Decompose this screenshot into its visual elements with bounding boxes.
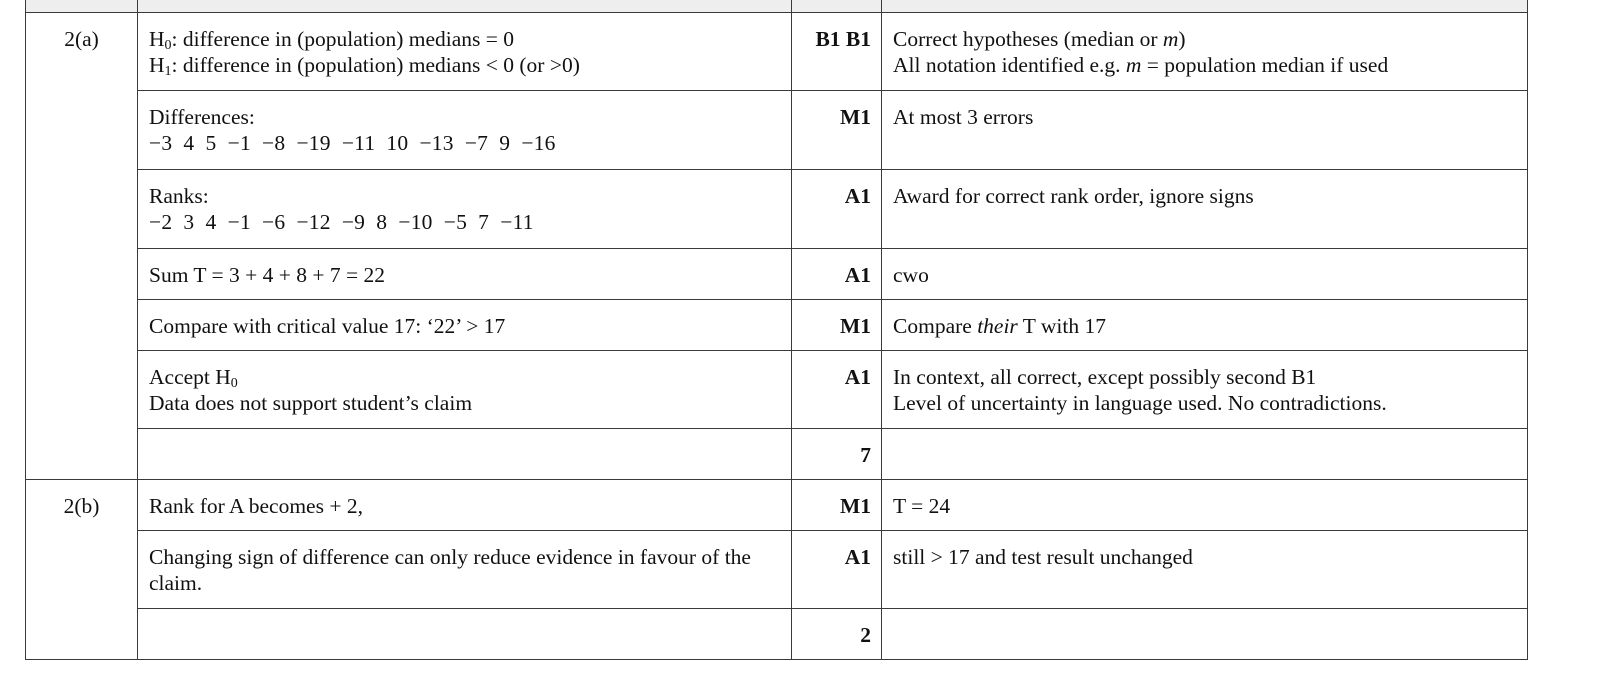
table-row	[26, 480, 1528, 531]
table-row	[26, 249, 1528, 300]
guidance-cell	[882, 429, 1528, 480]
mark-cell: M1	[792, 91, 882, 170]
guidance-line: All notation identified e.g. m = population median if used	[893, 53, 1389, 77]
guidance-line: Award for correct rank order, ignore signs	[893, 184, 1254, 208]
mark-cell: A1	[792, 170, 882, 249]
mark-scheme-table	[25, 0, 1528, 660]
alternative-hypothesis: $H_1$: difference in (population) medians < 0 (or >0)	[149, 53, 580, 79]
answer-cell	[138, 480, 792, 531]
guidance-line: Level of uncertainty in language used. No contradictions.	[893, 391, 1387, 415]
table-row	[26, 531, 1528, 609]
header-cell	[792, 0, 882, 13]
guidance-line: Compare their T with 17	[893, 314, 1107, 338]
guidance-line: Correct hypotheses (median or m)	[893, 27, 1186, 51]
critical-value-line: Compare with critical value 17: ‘22’ > 17	[149, 314, 506, 338]
guidance-line: At most 3 errors	[893, 105, 1034, 129]
mark-scheme-sheet	[25, 0, 1527, 660]
header-strip-row	[26, 0, 1528, 13]
answer-cell	[138, 91, 792, 170]
guidance-cell	[882, 300, 1528, 351]
answer-cell	[138, 609, 792, 660]
table-row	[26, 91, 1528, 170]
mark-cell: A1	[792, 351, 882, 429]
total-row	[26, 429, 1528, 480]
table-row	[26, 300, 1528, 351]
total-marks-2b: 2	[792, 609, 882, 660]
guidance-line: cwo	[893, 263, 929, 287]
answer-line: Differences:	[149, 105, 255, 129]
mark-cell: B1 B1	[792, 13, 882, 91]
answer-cell	[138, 170, 792, 249]
conclusion-line: Data does not support student’s claim	[149, 391, 473, 415]
table-row	[26, 13, 1528, 91]
answer-cell	[138, 531, 792, 609]
guidance-line: still > 17 and test result unchanged	[893, 545, 1193, 569]
answer-line: Ranks:	[149, 184, 209, 208]
table-row	[26, 170, 1528, 249]
mark-cell: M1	[792, 300, 882, 351]
table-row	[26, 351, 1528, 429]
question-number-2a: 2(a)	[26, 13, 138, 480]
conclusion-line: Accept $H_0$	[149, 365, 238, 391]
answer-line: Changing sign of difference can only reduce evidence in favour of the claim.	[149, 545, 751, 595]
total-marks-2a: 7	[792, 429, 882, 480]
guidance-cell	[882, 91, 1528, 170]
answer-cell	[138, 300, 792, 351]
sum-t-line: Sum T = 3 + 4 + 8 + 7 = 22	[149, 263, 386, 287]
answer-cell	[138, 249, 792, 300]
question-number-2b: 2(b)	[26, 480, 138, 660]
guidance-cell	[882, 249, 1528, 300]
guidance-cell	[882, 351, 1528, 429]
total-row	[26, 609, 1528, 660]
answer-cell	[138, 351, 792, 429]
guidance-cell	[882, 531, 1528, 609]
mark-cell: A1	[792, 249, 882, 300]
answer-cell	[138, 13, 792, 91]
header-cell	[26, 0, 138, 13]
guidance-cell	[882, 609, 1528, 660]
mark-cell: M1	[792, 480, 882, 531]
header-cell	[138, 0, 792, 13]
guidance-cell	[882, 13, 1528, 91]
null-hypothesis: $H_0$: difference in (population) medians = 0	[149, 27, 515, 53]
header-cell	[882, 0, 1528, 13]
answer-line: Rank for A becomes + 2,	[149, 494, 363, 518]
guidance-cell	[882, 480, 1528, 531]
guidance-line: In context, all correct, except possibly second B1	[893, 365, 1317, 389]
guidance-line: T = 24	[893, 494, 951, 518]
differences-list: −3 4 5 −1 −8 −19 −11 10 −13 −7 9 −16	[149, 131, 556, 155]
ranks-list: −2 3 4 −1 −6 −12 −9 8 −10 −5 7 −11	[149, 210, 534, 234]
answer-cell	[138, 429, 792, 480]
mark-cell: A1	[792, 531, 882, 609]
guidance-cell	[882, 170, 1528, 249]
